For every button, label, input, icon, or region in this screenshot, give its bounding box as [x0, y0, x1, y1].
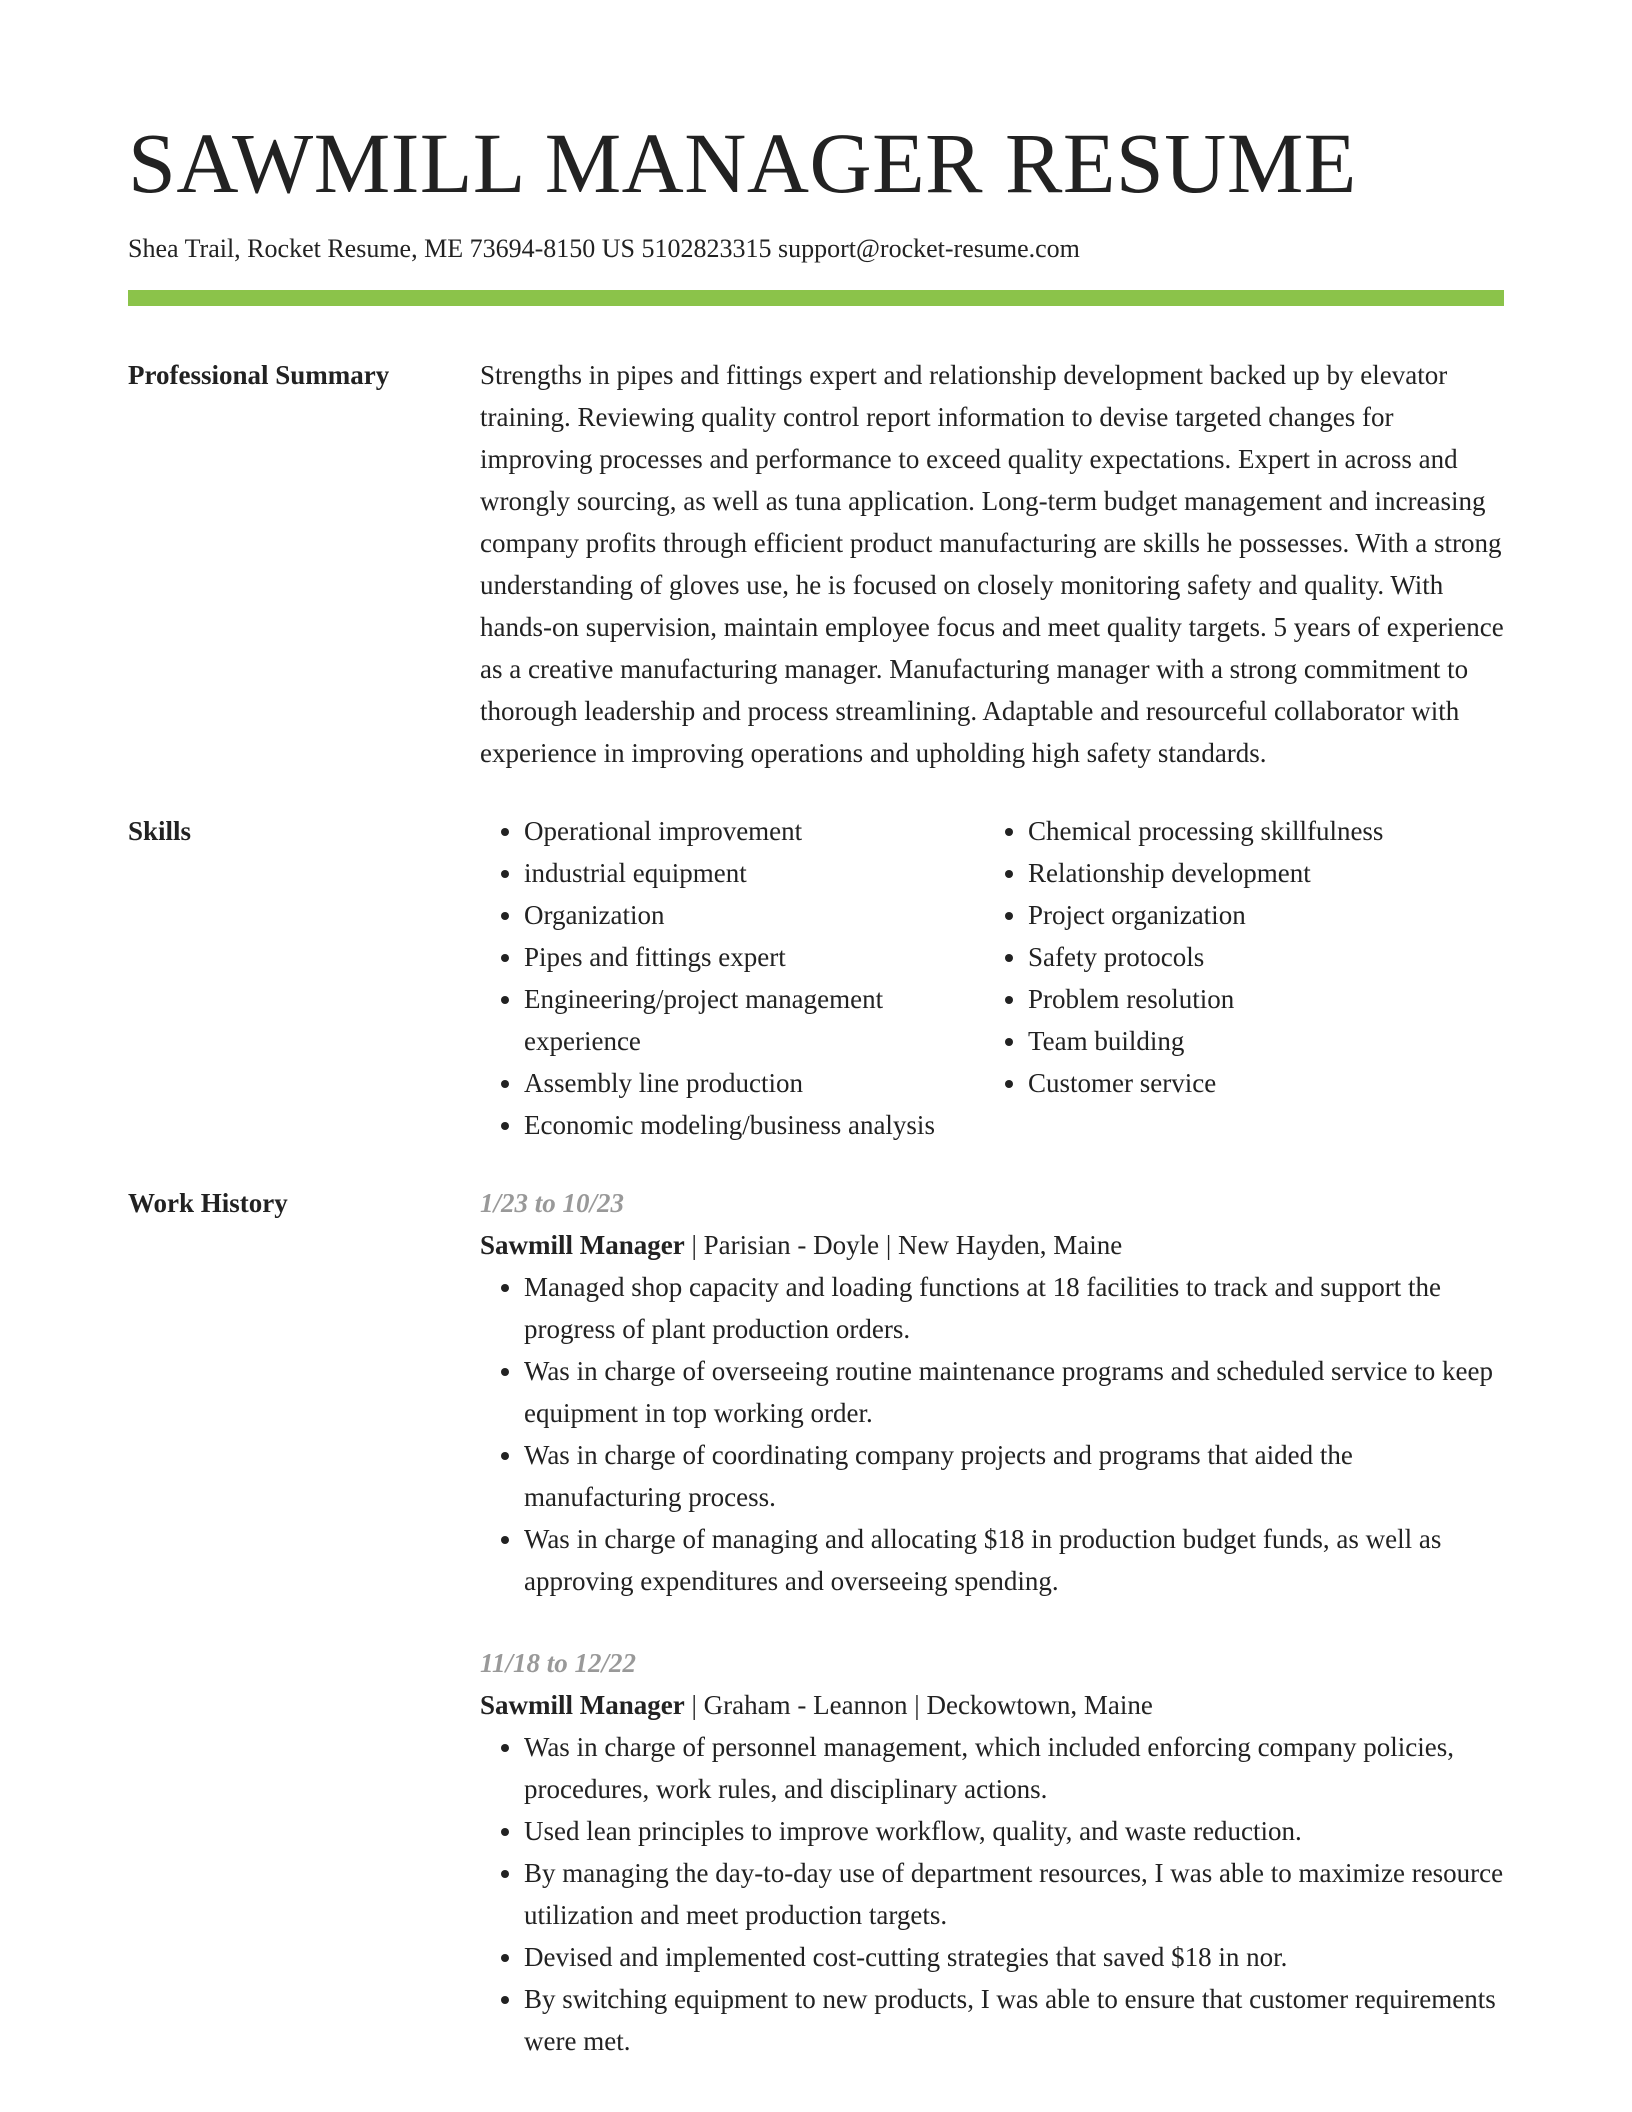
- job-bullets: [480, 1726, 1504, 2062]
- job-bullet: • Was in charge of overseeing routine maintenance programs and scheduled service to keep equipment in top working order.: [524, 1350, 1504, 1434]
- skill-item: • Problem resolution: [1028, 978, 1504, 1020]
- job-entry: [480, 1182, 1504, 1602]
- skill-item: • Safety protocols: [1028, 936, 1504, 978]
- skill-item: • Relationship development: [1028, 852, 1504, 894]
- job-employer-location: | Parisian - Doyle | New Hayden, Maine: [684, 1229, 1123, 1260]
- job-bullet: • Was in charge of managing and allocating $18 in production budget funds, as well as approving expenditures and overseeing spending.: [524, 1518, 1504, 1602]
- section-label-skills: Skills: [128, 815, 192, 846]
- skill-item: • Team building: [1028, 1020, 1504, 1062]
- contact-line: Shea Trail, Rocket Resume, ME 73694-8150 US 5102823315 support@rocket-resume.com: [128, 234, 1080, 263]
- skill-item: • Organization: [524, 894, 984, 936]
- skill-item: • Assembly line production: [524, 1062, 984, 1104]
- job-bullets: [480, 1266, 1504, 1602]
- job-bullet: • Managed shop capacity and loading functions at 18 facilities to track and support the progress of plant production orders.: [524, 1266, 1504, 1350]
- job-bullet: • Was in charge of personnel management, which included enforcing company policies, procedures, work rules, and disciplinary actions.: [524, 1726, 1504, 1810]
- section-skills: [128, 810, 1504, 1146]
- job-bullet: • By switching equipment to new products, I was able to ensure that customer requirements were met.: [524, 1978, 1504, 2062]
- skill-item: • Customer service: [1028, 1062, 1504, 1104]
- summary-content: [480, 354, 1504, 774]
- job-employer-location: | Graham - Leannon | Deckowtown, Maine: [684, 1689, 1153, 1720]
- job-bullet: • Devised and implemented cost-cutting strategies that saved $18 in nor.: [524, 1936, 1504, 1978]
- skill-item: • Economic modeling/business analysis: [524, 1104, 984, 1146]
- job-bullet: • By managing the day-to-day use of department resources, I was able to maximize resource utilization and meet production targets.: [524, 1852, 1504, 1936]
- job-dates: 1/23 to 10/23: [480, 1187, 625, 1218]
- skill-item: • Operational improvement: [524, 810, 984, 852]
- section-label-work-history: Work History: [128, 1187, 288, 1218]
- resume-title: SAWMILL MANAGER RESUME: [128, 115, 1357, 211]
- skills-list-right: [984, 810, 1504, 1146]
- skill-item: • industrial equipment: [524, 852, 984, 894]
- section-work-history: [128, 1182, 1504, 2102]
- accent-divider: [128, 290, 1504, 306]
- skills-content: [480, 810, 1504, 1146]
- skill-item: • Engineering/project management experience: [524, 978, 984, 1062]
- skill-item: • Project organization: [1028, 894, 1504, 936]
- skill-item: • Chemical processing skillfulness: [1028, 810, 1504, 852]
- job-title: Sawmill Manager: [480, 1229, 685, 1260]
- job-dates: 11/18 to 12/22: [480, 1647, 637, 1678]
- job-entry: [480, 1642, 1504, 2062]
- job-title-line: [480, 1224, 1504, 1266]
- job-title: Sawmill Manager: [480, 1689, 685, 1720]
- section-label-summary: Professional Summary: [128, 359, 390, 390]
- work-history-content: [480, 1182, 1504, 2102]
- section-professional-summary: [128, 354, 1504, 774]
- job-bullet: • Used lean principles to improve workflow, quality, and waste reduction.: [524, 1810, 1504, 1852]
- job-title-line: [480, 1684, 1504, 1726]
- skills-list-left: [480, 810, 984, 1146]
- job-bullet: • Was in charge of coordinating company projects and programs that aided the manufacturing process.: [524, 1434, 1504, 1518]
- summary-text: Strengths in pipes and fittings expert and relationship development backed up by elevator training. Reviewing quality control report information to devise targeted changes for improving processes and performance to exceed quality expectations. Expert in across and wrongly sourcing, as well as tuna application. Long-term budget management and increasing company profits through efficient product manufacturing are skills he possesses. With a strong understanding of gloves use, he is focused on closely monitoring safety and quality. With hands-on supervision, maintain employee focus and meet quality targets. 5 years of experience as a creative manufacturing manager. Manufacturing manager with a strong commitment to thorough leadership and process streamlining. Adaptable and resourceful collaborator with experience in improving operations and upholding high safety standards.: [480, 359, 1504, 768]
- skill-item: • Pipes and fittings expert: [524, 936, 984, 978]
